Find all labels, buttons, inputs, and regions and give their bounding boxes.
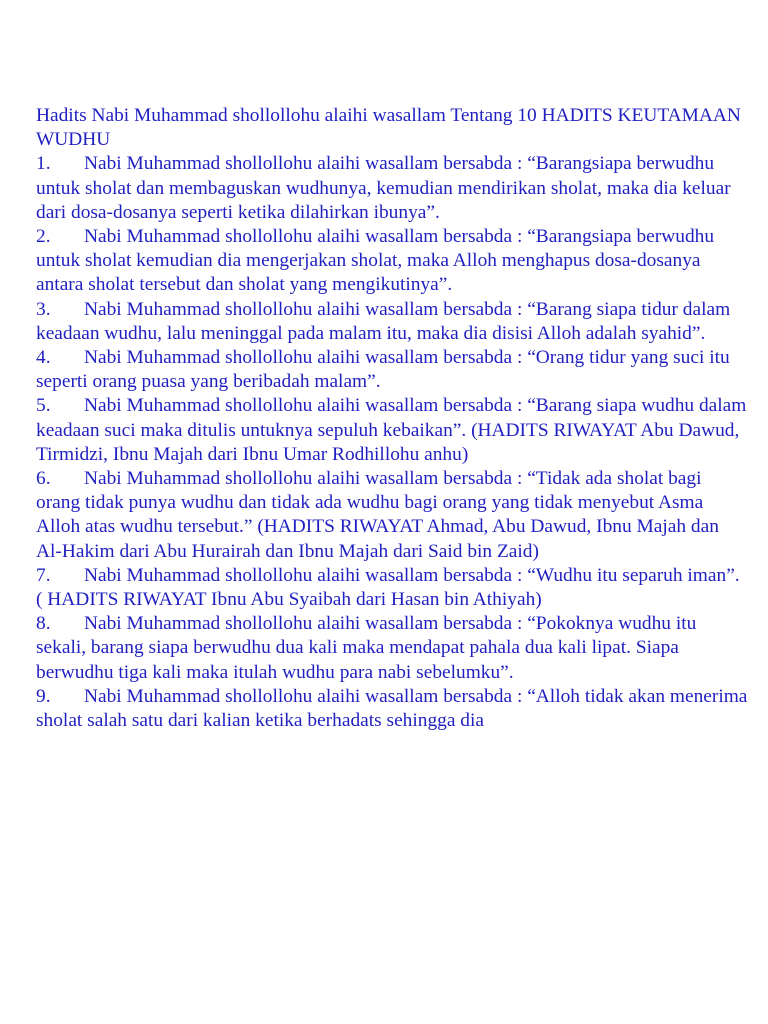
item-number: 2. [36, 226, 51, 248]
item-text: Nabi Muhammad shollollohu alaihi wasallam bersabda : “Tidak ada sholat bagi orang tidak punya wudhu dan tidak ada wudhu bagi orang yang tidak menyebut Asma Alloh atas wudhu tersebut.” (HADITS RIWAYAT Ahmad, Abu Dawud, Ibnu Majah dan Al-Hakim dari Abu Hurairah dan Ibnu Majah dari Said bin Zaid) [36, 468, 719, 562]
item-number: 1. [36, 153, 51, 175]
hadith-item-6 [36, 467, 748, 564]
item-number: 5. [36, 395, 51, 417]
document-body [36, 104, 748, 733]
hadith-item-5 [36, 394, 748, 467]
item-number: 9. [36, 685, 51, 707]
hadith-item-1 [36, 152, 748, 225]
item-text: Nabi Muhammad shollollohu alaihi wasallam bersabda : “Pokoknya wudhu itu sekali, barang siapa berwudhu dua kali maka mendapat pahala dua kali lipat. Siapa berwudhu tiga kali maka itulah wudhu para nabi sebelumku”. [36, 613, 697, 683]
item-text: Nabi Muhammad shollollohu alaihi wasallam bersabda : “Alloh tidak akan menerima sholat salah satu dari kalian ketika berhadats sehingga dia [36, 685, 748, 732]
item-text: Nabi Muhammad shollollohu alaihi wasallam bersabda : “Barang siapa wudhu dalam keadaan suci maka ditulis untuknya sepuluh kebaikan”. (HADITS RIWAYAT Abu Dawud, Tirmidzi, Ibnu Majah dari Ibnu Umar Rodhillohu anhu) [36, 395, 747, 465]
hadith-item-2 [36, 225, 748, 298]
item-number: 6. [36, 468, 51, 490]
hadith-item-7 [36, 564, 748, 612]
hadith-item-3 [36, 298, 748, 346]
hadith-item-9 [36, 685, 748, 733]
item-text: Nabi Muhammad shollollohu alaihi wasallam bersabda : “Barangsiapa berwudhu untuk sholat kemudian dia mengerjakan sholat, maka Alloh menghapus dosa-dosanya antara sholat tersebut dan sholat yang mengikutinya”. [36, 226, 715, 296]
item-number: 8. [36, 613, 51, 635]
hadith-item-8 [36, 612, 748, 685]
hadith-item-4 [36, 346, 748, 394]
item-text: Nabi Muhammad shollollohu alaihi wasallam bersabda : “Wudhu itu separuh iman”. ( HADITS RIWAYAT Ibnu Abu Syaibah dari Hasan bin Athiyah) [36, 564, 740, 611]
item-number: 7. [36, 564, 51, 586]
document-title: Hadits Nabi Muhammad shollollohu alaihi wasallam Tentang 10 HADITS KEUTAMAAN WUDHU [36, 105, 741, 151]
item-text: Nabi Muhammad shollollohu alaihi wasallam bersabda : “Barangsiapa berwudhu untuk sholat dan membaguskan wudhunya, kemudian mendirikan sholat, maka dia keluar dari dosa-dosanya seperti ketika dilahirkan ibunya”. [36, 153, 731, 223]
item-text: Nabi Muhammad shollollohu alaihi wasallam bersabda : “Barang siapa tidur dalam keadaan wudhu, lalu meninggal pada malam itu, maka dia disisi Alloh adalah syahid”. [36, 298, 731, 344]
item-number: 3. [36, 298, 51, 320]
item-text: Nabi Muhammad shollollohu alaihi wasallam bersabda : “Orang tidur yang suci itu seperti orang puasa yang beribadah malam”. [36, 347, 730, 393]
item-number: 4. [36, 347, 51, 369]
